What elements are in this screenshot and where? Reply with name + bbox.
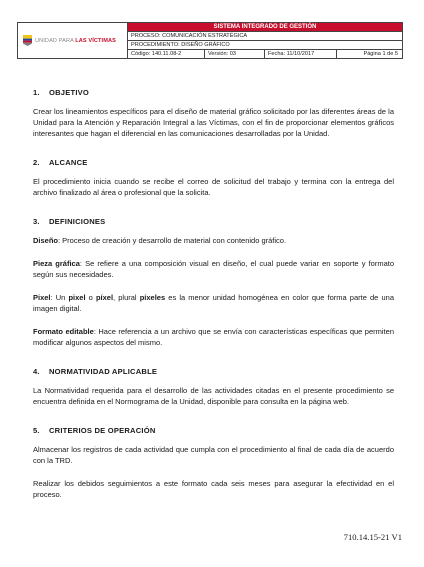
section-heading: 1. OBJETIVO bbox=[33, 88, 89, 97]
definition-diseno: Diseño: Proceso de creación y desarrollo de material con contenido gráfico. bbox=[33, 236, 287, 245]
section-heading: 2. ALCANCE bbox=[33, 158, 88, 167]
section-heading: 3. DEFINICIONES bbox=[33, 217, 106, 226]
page-number-cell: Página 1 de 5 bbox=[363, 51, 398, 57]
document-body bbox=[33, 87, 394, 500]
section-definiciones bbox=[33, 216, 394, 348]
section-paragraph: El procedimiento inicia cuando se recibe el correo de solicitud del trabajo y termina con la entrega del archivo finalizado al área o profesional que la solicita. bbox=[33, 177, 394, 197]
definition-formato-editable: Formato editable: Hace referencia a un archivo que se envía con características específicas que permiten modificar algunos aspectos del mismo. bbox=[33, 327, 394, 347]
code-row bbox=[128, 50, 402, 58]
section-paragraph: Crear los lineamientos específicos para el diseño de material gráfico solicitado por las diferentes áreas de la Unidad para la Atención y Reparación Integral a las Víctimas, con el fin de proporcionar elementos gráficos interesantes que hagan el diferencial en las comunicaciones desarrolladas por la Unidad. bbox=[33, 107, 394, 138]
header-info bbox=[128, 23, 402, 58]
footer-document-code: 710.14.15-21 V1 bbox=[343, 532, 402, 542]
logo-cell bbox=[18, 23, 128, 58]
section-objetivo bbox=[33, 87, 394, 139]
logo-text: UNIDAD PARA LAS VÍCTIMAS bbox=[35, 37, 116, 44]
section-alcance bbox=[33, 157, 394, 198]
document-header-table bbox=[17, 22, 403, 59]
section-paragraph: Almacenar los registros de cada actividad que cumpla con el procedimiento al final de cada día de acuerdo con la TRD. bbox=[33, 445, 394, 465]
section-heading: 5. CRITERIOS DE OPERACIÓN bbox=[33, 426, 156, 435]
section-criterios bbox=[33, 425, 394, 500]
system-title: SISTEMA INTEGRADO DE GESTIÓN bbox=[128, 23, 402, 32]
version-cell: Versión: 03 bbox=[205, 50, 265, 58]
code-cell: Código: 140.11.08-2 bbox=[128, 50, 205, 58]
date-cell: Fecha: 11/10/2017 bbox=[265, 50, 337, 58]
section-paragraph: La Normatividad requerida para el desarrollo de las actividades citadas en el presente procedimiento se encuentra definida en el Normograma de la Unidad, disponible para consulta en la página web. bbox=[33, 386, 394, 406]
definition-pixel: Pixel: Un pixel o píxel, plural píxeles es la menor unidad homogénea en color que forma parte de una imagen digital. bbox=[33, 293, 394, 313]
colombia-crest-icon bbox=[23, 35, 32, 46]
definition-pieza-grafica: Pieza gráfica: Se refiere a una composición visual en diseño, el cual puede variar en soporte y formato según sus necesidades. bbox=[33, 259, 394, 279]
section-normatividad bbox=[33, 366, 394, 407]
section-heading: 4. NORMATIVIDAD APLICABLE bbox=[33, 367, 158, 376]
process-row: PROCESO: COMUNICACIÓN ESTRATÉGICA bbox=[128, 32, 402, 41]
procedure-row: PROCEDIMIENTO: DISEÑO GRÁFICO bbox=[128, 41, 402, 50]
section-paragraph: Realizar los debidos seguimientos a este formato cada seis meses para asegurar la efectividad en el proceso. bbox=[33, 479, 394, 499]
